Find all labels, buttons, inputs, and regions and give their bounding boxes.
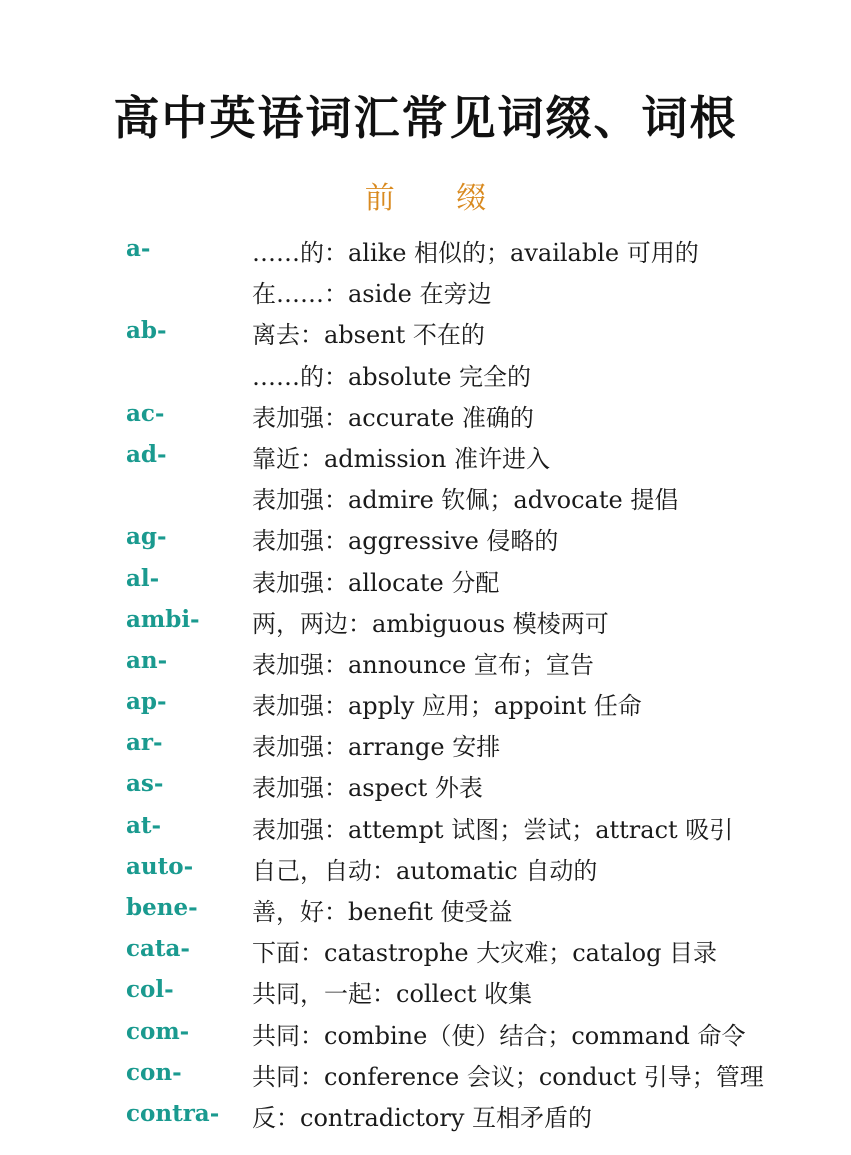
prefix-label: contra- — [126, 1099, 220, 1127]
list-item — [0, 806, 851, 847]
prefix-meaning: 表加强：aspect 外表 — [252, 774, 483, 803]
prefix-meaning: ……的：alike 相似的；available 可用的 — [252, 239, 699, 267]
prefix-meaning: 反：contradictory 互相矛盾的 — [252, 1103, 593, 1132]
prefix-label: ab- — [126, 317, 167, 345]
document-title: 高中英语词汇常见词缀、词根 — [113, 91, 738, 145]
list-item — [0, 847, 851, 888]
prefix-label: ad- — [126, 440, 167, 468]
prefix-label: ambi- — [126, 605, 200, 633]
list-item — [0, 517, 851, 558]
list-item — [0, 353, 851, 394]
list-item — [0, 476, 851, 517]
prefix-label: com- — [126, 1017, 190, 1045]
prefix-meaning: 表加强：accurate 准确的 — [252, 403, 534, 432]
prefix-meaning: 共同，一起：collect 收集 — [252, 980, 533, 1009]
prefix-meaning: 在……：aside 在旁边 — [252, 280, 492, 309]
list-item — [0, 600, 851, 641]
prefix-label: a- — [126, 235, 151, 262]
prefix-meaning: 表加强：allocate 分配 — [252, 568, 500, 597]
prefix-label: as- — [126, 770, 164, 798]
list-item — [0, 559, 851, 600]
prefix-meaning: 表加强：aggressive 侵略的 — [252, 527, 559, 556]
list-item — [0, 764, 851, 805]
prefix-meaning: 善，好：benefit 使受益 — [252, 898, 513, 926]
prefix-meaning: 下面：catastrophe 大灾难；catalog 目录 — [252, 939, 718, 968]
prefix-label: ar- — [126, 729, 163, 757]
prefix-label: bene- — [126, 894, 198, 921]
prefix-label: col- — [126, 976, 174, 1004]
list-item — [0, 311, 851, 352]
prefix-meaning: 表加强：admire 钦佩；advocate 提倡 — [252, 486, 679, 515]
prefix-meaning: 离去：absent 不在的 — [252, 321, 485, 350]
list-item — [0, 435, 851, 476]
prefix-label: at- — [126, 811, 162, 839]
prefix-meaning: ……的：absolute 完全的 — [252, 362, 532, 391]
list-item — [0, 723, 851, 764]
prefix-label: con- — [126, 1058, 182, 1086]
prefix-meaning: 表加强：announce 宣布；宣告 — [252, 650, 594, 679]
prefix-meaning: 共同：combine（使）结合；command 命令 — [252, 1021, 746, 1050]
prefix-meaning: 两，两边：ambiguous 模棱两可 — [252, 609, 609, 638]
prefix-meaning: 靠近：admission 准许进入 — [252, 444, 550, 473]
prefix-list — [0, 229, 851, 1135]
prefix-meaning: 表加强：attempt 试图；尝试；attract 吸引 — [252, 815, 734, 844]
list-item — [0, 970, 851, 1011]
list-item — [0, 229, 851, 270]
prefix-label: ag- — [126, 523, 167, 551]
prefix-meaning: 共同：conference 会议；conduct 引导；管理 — [252, 1062, 764, 1091]
prefix-meaning: 表加强：arrange 安排 — [252, 733, 501, 762]
prefix-label: auto- — [126, 852, 194, 880]
prefix-meaning: 自己，自动：automatic 自动的 — [252, 856, 598, 885]
list-item — [0, 888, 851, 929]
list-item — [0, 682, 851, 723]
list-item — [0, 641, 851, 682]
section-title: 前 缀 — [364, 181, 513, 216]
prefix-label: al- — [126, 564, 160, 592]
list-item — [0, 929, 851, 970]
list-item — [0, 394, 851, 435]
list-item — [0, 1012, 851, 1053]
list-item — [0, 1053, 851, 1094]
prefix-label: ap- — [126, 688, 167, 716]
list-item — [0, 270, 851, 311]
prefix-label: an- — [126, 646, 168, 674]
prefix-label: ac- — [126, 399, 165, 427]
prefix-label: cata- — [126, 935, 190, 963]
list-item — [0, 1094, 851, 1135]
prefix-meaning: 表加强：apply 应用；appoint 任命 — [252, 692, 642, 721]
